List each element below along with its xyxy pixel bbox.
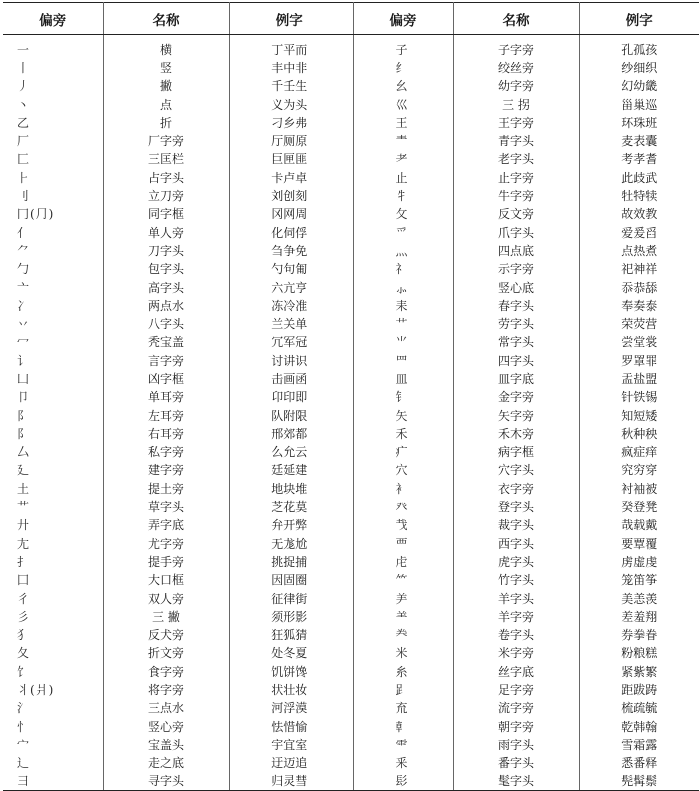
example-right: 爱爰舀 — [621, 225, 658, 240]
name-left: 竖心旁 — [103, 717, 229, 735]
example-right: 知短矮 — [621, 408, 658, 423]
example-left: 兰关单 — [271, 317, 308, 332]
radical-left: 凵 — [3, 370, 103, 388]
radical-left: 亠 — [3, 278, 103, 296]
name-left: 将字旁 — [103, 681, 229, 699]
radical-right: 王 — [353, 114, 453, 132]
name-right: 番字头 — [453, 754, 579, 772]
name-left: 立刀旁 — [103, 187, 229, 205]
table-row — [3, 388, 699, 406]
name-right: 常字头 — [453, 333, 579, 351]
radical-table — [3, 2, 699, 791]
radical-left: 阝 — [3, 425, 103, 443]
radical-right: ⺮ — [353, 571, 453, 589]
example-left: 处冬夏 — [271, 646, 308, 661]
header-example-right: 例字 — [579, 3, 699, 35]
table-row — [3, 516, 699, 534]
name-right: 示字旁 — [453, 260, 579, 278]
table-row — [3, 77, 699, 95]
radical-right: 龶 — [353, 132, 453, 150]
table-row — [3, 535, 699, 553]
name-left: 右耳旁 — [103, 425, 229, 443]
table-row — [3, 425, 699, 443]
name-left: 三匡栏 — [103, 150, 229, 168]
table-row — [3, 205, 699, 223]
radical-left: 辶 — [3, 754, 103, 772]
name-right: 裁字头 — [453, 516, 579, 534]
name-left: 三点水 — [103, 699, 229, 717]
name-right: 足字旁 — [453, 681, 579, 699]
radical-right: 米 — [353, 644, 453, 662]
radical-left: 犭 — [3, 626, 103, 644]
name-right: 衣字旁 — [453, 480, 579, 498]
name-right: 爪字头 — [453, 223, 579, 241]
name-right: 竖心底 — [453, 278, 579, 296]
example-right: 祀神祥 — [621, 262, 658, 277]
name-right: 丝字底 — [453, 663, 579, 681]
example-right: 雪霜露 — [621, 737, 658, 752]
radical-left: 亻 — [3, 223, 103, 241]
example-left: 状壮妆 — [271, 683, 308, 698]
name-left: 撇 — [103, 77, 229, 95]
radical-right: 糸 — [353, 663, 453, 681]
radical-right: 巛 — [353, 95, 453, 113]
radical-right: 子 — [353, 41, 453, 59]
radical-right: 癶 — [353, 498, 453, 516]
name-right: 反文旁 — [453, 205, 579, 223]
example-right: 粉粮糕 — [621, 646, 658, 661]
radical-right: 覀 — [353, 535, 453, 553]
radical-left: 一 — [3, 41, 103, 59]
name-right: 老字头 — [453, 150, 579, 168]
example-right: 究穷穿 — [621, 463, 658, 478]
table-row — [3, 699, 699, 717]
example-right: 秋种秧 — [621, 426, 658, 441]
radical-right: 虍 — [353, 553, 453, 571]
radical-left: 彐 — [3, 772, 103, 790]
name-right: 羊字头 — [453, 589, 579, 607]
example-left: 么允云 — [271, 445, 308, 460]
table-row — [3, 681, 699, 699]
table-row — [3, 352, 699, 370]
radical-right: 釆 — [353, 754, 453, 772]
example-left: 归灵彗 — [229, 772, 349, 790]
example-left: 冻冷准 — [271, 298, 308, 313]
name-left: 单耳旁 — [103, 388, 229, 406]
table-row — [3, 443, 699, 461]
example-left: 丰中非 — [271, 60, 308, 75]
name-left: 秃宝盖 — [103, 333, 229, 351]
radical-right: 𢦏 — [353, 516, 453, 534]
table-row — [3, 260, 699, 278]
radical-left: 卩 — [3, 388, 103, 406]
example-left: 冈网周 — [271, 207, 308, 222]
radical-left: 艹 — [3, 498, 103, 516]
header-name-right: 名称 — [453, 3, 579, 35]
radical-right: 𧾷 — [353, 681, 453, 699]
radical-table-sheet — [3, 2, 697, 789]
example-left: 因固圈 — [271, 573, 308, 588]
example-right: 梳疏毓 — [621, 701, 658, 716]
radical-right: 幺 — [353, 77, 453, 95]
radical-left: 宀 — [3, 736, 103, 754]
radical-right: 龺 — [353, 717, 453, 735]
example-left: 巨匣匪 — [271, 152, 308, 167]
name-left: 左耳旁 — [103, 406, 229, 424]
example-right: 奉奏泰 — [621, 298, 658, 313]
radical-left: 阝 — [3, 406, 103, 424]
example-right: 哉载戴 — [621, 518, 658, 533]
example-right: 美恙羡 — [621, 591, 658, 606]
example-right: 笼笛筝 — [621, 573, 658, 588]
radical-right: 纟 — [353, 59, 453, 77]
name-left: 食字旁 — [103, 663, 229, 681]
name-left: 同字框 — [103, 205, 229, 223]
radical-left: 勹 — [3, 260, 103, 278]
example-left: 弁开弊 — [271, 518, 308, 533]
radical-right: 艹 — [353, 315, 453, 333]
name-right: 米字旁 — [453, 644, 579, 662]
example-right: 差羞翔 — [621, 609, 658, 624]
name-left: 反犬旁 — [103, 626, 229, 644]
radical-right: ⻗ — [353, 736, 453, 754]
radical-left: ⺊ — [3, 169, 103, 187]
radical-right: 礻 — [353, 260, 453, 278]
name-right: 登字头 — [453, 498, 579, 516]
table-row — [3, 406, 699, 424]
example-right: 虏虚虔 — [621, 554, 658, 569]
example-left: 刘创刻 — [271, 189, 308, 204]
name-right: 病字框 — [453, 443, 579, 461]
example-left: 勺句匍 — [271, 262, 308, 277]
table-row — [3, 187, 699, 205]
radical-left: 饣 — [3, 663, 103, 681]
name-right: 矢字旁 — [453, 406, 579, 424]
example-right: 针铁锡 — [621, 390, 658, 405]
example-right: 甾巢巡 — [621, 97, 658, 112]
table-row — [3, 644, 699, 662]
example-right: 牡特犊 — [621, 189, 658, 204]
example-right: 纱细织 — [621, 60, 658, 75]
radical-right: 疒 — [353, 443, 453, 461]
radical-right: 禾 — [353, 425, 453, 443]
table-row — [3, 736, 699, 754]
radical-right: 㐬 — [353, 699, 453, 717]
example-left: 六亢亨 — [271, 280, 308, 295]
radical-left: 囗 — [3, 571, 103, 589]
table-row — [3, 315, 699, 333]
name-left: 三 撇 — [103, 608, 229, 626]
radical-left: 忄 — [3, 717, 103, 735]
example-right: 髡髯鬃 — [579, 772, 699, 790]
example-right: 考孝耆 — [621, 152, 658, 167]
name-left: 竖 — [103, 59, 229, 77]
radical-right: 攵 — [353, 205, 453, 223]
example-left: 厅厕原 — [271, 134, 308, 149]
radical-left: 刂 — [3, 187, 103, 205]
table-row — [3, 589, 699, 607]
radical-right: 穴 — [353, 461, 453, 479]
name-left: 刀字头 — [103, 242, 229, 260]
radical-left: 冫 — [3, 297, 103, 315]
example-left: 饥饼馋 — [271, 664, 308, 679]
radical-left: 廾 — [3, 516, 103, 534]
table-row — [3, 242, 699, 260]
table-row — [3, 333, 699, 351]
name-left: 八字头 — [103, 315, 229, 333]
table-row — [3, 663, 699, 681]
name-right: 皿字底 — [453, 370, 579, 388]
radical-left: 扌 — [3, 553, 103, 571]
radical-left: 厶 — [3, 443, 103, 461]
table-row — [3, 754, 699, 772]
name-left: 点 — [103, 95, 229, 113]
example-left: 廷延建 — [271, 463, 308, 478]
name-right: 止字旁 — [453, 169, 579, 187]
example-right: 要覃覆 — [621, 536, 658, 551]
name-right: 春字头 — [453, 297, 579, 315]
example-left: 芝花莫 — [271, 500, 308, 515]
example-left: 冗军冠 — [271, 335, 308, 350]
radical-right: 止 — [353, 169, 453, 187]
table-row — [3, 297, 699, 315]
radical-left: 丿 — [3, 77, 103, 95]
name-left: 大口框 — [103, 571, 229, 589]
radical-right: 爫 — [353, 223, 453, 241]
header-radical-right: 偏旁 — [353, 3, 453, 35]
name-left: 提手旁 — [103, 553, 229, 571]
radical-left: 彳 — [3, 589, 103, 607]
name-left: 私字旁 — [103, 443, 229, 461]
radical-left: 冂(⺆) — [3, 205, 103, 223]
table-body — [3, 35, 699, 791]
table-row — [3, 717, 699, 735]
example-right: 孔孤孩 — [621, 42, 658, 57]
name-left: 两点水 — [103, 297, 229, 315]
name-right: 朝字旁 — [453, 717, 579, 735]
radical-left: 氵 — [3, 699, 103, 717]
example-right: 券拳眷 — [621, 628, 658, 643]
example-right: 故效教 — [621, 207, 658, 222]
name-right: 四点底 — [453, 242, 579, 260]
radical-left: 冖 — [3, 333, 103, 351]
name-right: 四字头 — [453, 352, 579, 370]
example-right: 距跋踌 — [621, 683, 658, 698]
radical-right: ⺶ — [353, 589, 453, 607]
table-row — [3, 626, 699, 644]
example-right: 盂盐盟 — [621, 371, 658, 386]
example-right: 悉番释 — [621, 756, 658, 771]
name-left: 宝盖头 — [103, 736, 229, 754]
table-row — [3, 480, 699, 498]
example-left: 地块堆 — [271, 481, 308, 496]
radical-left: ⺈ — [3, 242, 103, 260]
radical-left: 丬(爿) — [3, 681, 103, 699]
radical-left: 夂 — [3, 644, 103, 662]
example-right: 忝恭舔 — [621, 280, 658, 295]
example-left: 丁平而 — [271, 42, 308, 57]
table-row — [3, 223, 699, 241]
name-right: 王字旁 — [453, 114, 579, 132]
radical-left: 乙 — [3, 114, 103, 132]
radical-right: 髟 — [353, 772, 453, 790]
example-left: 千壬生 — [271, 79, 308, 94]
name-left: 横 — [103, 41, 229, 59]
example-right: 麦表囊 — [621, 134, 658, 149]
table-row — [3, 150, 699, 168]
name-right: 劳字头 — [453, 315, 579, 333]
name-right: 雨字头 — [453, 736, 579, 754]
table-row — [3, 608, 699, 626]
radical-left: 丷 — [3, 315, 103, 333]
name-right: 青字头 — [453, 132, 579, 150]
example-right: 尝堂裳 — [621, 335, 658, 350]
radical-right: 灬 — [353, 242, 453, 260]
example-left: 河浮漠 — [271, 701, 308, 716]
radical-left: 尢 — [3, 535, 103, 553]
example-right: 衬袖被 — [621, 481, 658, 496]
example-right: 此歧武 — [621, 170, 658, 185]
header-name-left: 名称 — [103, 3, 229, 35]
name-right: 禾木旁 — [453, 425, 579, 443]
name-left: 提土旁 — [103, 480, 229, 498]
name-right: 羊字旁 — [453, 608, 579, 626]
example-left: 化伺俘 — [271, 225, 308, 240]
table-row — [3, 553, 699, 571]
name-right: 髦字头 — [453, 772, 579, 790]
name-right: 绞丝旁 — [453, 59, 579, 77]
example-left: 征律街 — [271, 591, 308, 606]
example-right: 幻幼畿 — [621, 79, 658, 94]
name-left: 凶字框 — [103, 370, 229, 388]
radical-right: 罒 — [353, 352, 453, 370]
radical-left: 丨 — [3, 59, 103, 77]
name-left: 双人旁 — [103, 589, 229, 607]
example-left: 刍争免 — [271, 243, 308, 258]
table-row — [3, 370, 699, 388]
example-left: 卬印即 — [271, 390, 308, 405]
name-left: 折文旁 — [103, 644, 229, 662]
example-left: 无尨尬 — [271, 536, 308, 551]
radical-right: 矢 — [353, 406, 453, 424]
table-row — [3, 132, 699, 150]
radical-right: 龹 — [353, 626, 453, 644]
table-row — [3, 59, 699, 77]
name-right: 西字头 — [453, 535, 579, 553]
header-row — [3, 3, 699, 35]
example-right: 癸登凳 — [621, 500, 658, 515]
example-left: 须形影 — [271, 609, 308, 624]
example-left: 怯惜愉 — [271, 719, 308, 734]
radical-right: 耒 — [353, 297, 453, 315]
radical-left: 匚 — [3, 150, 103, 168]
name-right: 流字旁 — [453, 699, 579, 717]
example-left: 义为头 — [271, 97, 308, 112]
name-left: 建字旁 — [103, 461, 229, 479]
table-row — [3, 772, 699, 790]
radical-right: 耂 — [353, 150, 453, 168]
name-left: 高字头 — [103, 278, 229, 296]
example-right: 紧紫繁 — [621, 664, 658, 679]
name-right: 牛字旁 — [453, 187, 579, 205]
example-right: 荣荧营 — [621, 317, 658, 332]
example-right: 乾韩翰 — [621, 719, 658, 734]
radical-left: 讠 — [3, 352, 103, 370]
name-right: 竹字头 — [453, 571, 579, 589]
name-left: 尤字旁 — [103, 535, 229, 553]
table-row — [3, 498, 699, 516]
name-left: 厂字旁 — [103, 132, 229, 150]
name-right: 子字旁 — [453, 41, 579, 59]
example-left: 卡卢卓 — [271, 170, 308, 185]
example-left: 刁乡弗 — [271, 115, 308, 130]
radical-left: 丶 — [3, 95, 103, 113]
name-left: 占字头 — [103, 169, 229, 187]
example-left: 队附限 — [271, 408, 308, 423]
radical-right: 牜 — [353, 187, 453, 205]
name-right: 金字旁 — [453, 388, 579, 406]
example-left: 挑捉捕 — [271, 554, 308, 569]
radical-left: 土 — [3, 480, 103, 498]
example-left: 邢郊都 — [271, 426, 308, 441]
radical-left: 廴 — [3, 461, 103, 479]
example-right: 疯症痒 — [621, 445, 658, 460]
name-left: 弄字底 — [103, 516, 229, 534]
example-right: 点热煮 — [621, 243, 658, 258]
name-right: 虎字头 — [453, 553, 579, 571]
table-row — [3, 278, 699, 296]
example-left: 迂迈追 — [271, 756, 308, 771]
radical-right: ⺌ — [353, 333, 453, 351]
name-left: 单人旁 — [103, 223, 229, 241]
table-row — [3, 169, 699, 187]
name-right: 三 拐 — [453, 95, 579, 113]
name-right: 卷字头 — [453, 626, 579, 644]
example-right: 环珠班 — [621, 115, 658, 130]
radical-right: 衤 — [353, 480, 453, 498]
radical-right: ⺗ — [353, 278, 453, 296]
header-example-left: 例字 — [229, 3, 349, 35]
radical-right: 钅 — [353, 388, 453, 406]
table-row — [3, 571, 699, 589]
radical-left: 彡 — [3, 608, 103, 626]
name-left: 折 — [103, 114, 229, 132]
radical-right: ⺷ — [353, 608, 453, 626]
name-left: 寻字头 — [103, 772, 229, 790]
table-row — [3, 461, 699, 479]
name-left: 言字旁 — [103, 352, 229, 370]
table-row — [3, 95, 699, 113]
name-right: 幼字旁 — [453, 77, 579, 95]
name-right: 穴字头 — [453, 461, 579, 479]
example-left: 宇宜室 — [271, 737, 308, 752]
name-left: 草字头 — [103, 498, 229, 516]
name-left: 走之底 — [103, 754, 229, 772]
table-row — [3, 41, 699, 59]
table-row — [3, 114, 699, 132]
radical-left: 厂 — [3, 132, 103, 150]
name-left: 包字头 — [103, 260, 229, 278]
header-radical-left: 偏旁 — [3, 3, 103, 35]
radical-right: 皿 — [353, 370, 453, 388]
example-left: 狂狐猜 — [271, 628, 308, 643]
example-left: 讨讲识 — [271, 353, 308, 368]
example-right: 罗罩罪 — [621, 353, 658, 368]
example-left: 击画函 — [271, 371, 308, 386]
